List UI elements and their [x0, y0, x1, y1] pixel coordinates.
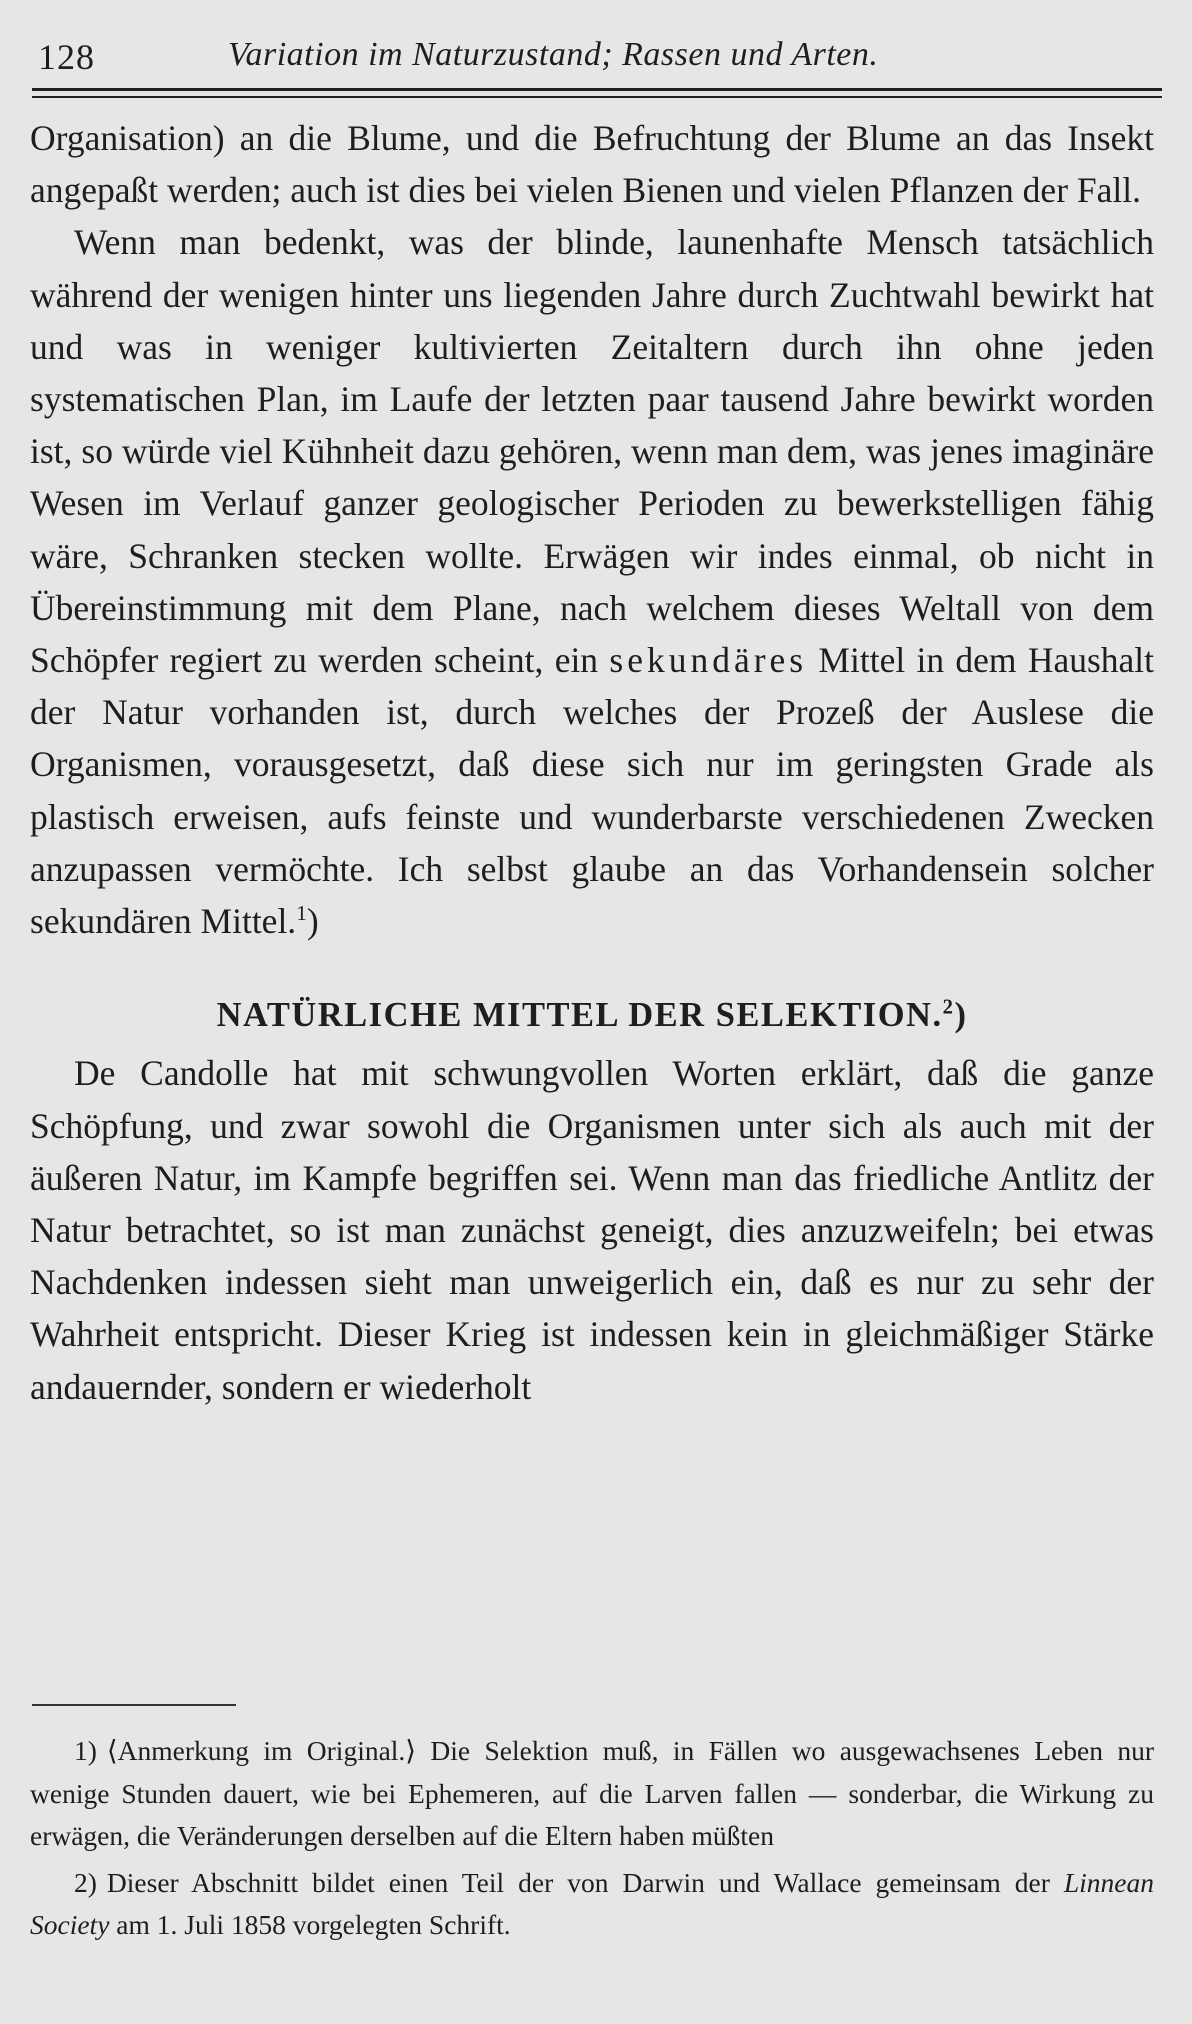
- header-rule-thin: [32, 96, 1162, 98]
- footnote-ref-2: 2: [942, 996, 955, 1019]
- footnote-separator: [32, 1704, 236, 1706]
- paragraph-2: [30, 216, 1154, 947]
- spaced-emphasis: sekundäres: [609, 640, 808, 681]
- running-head: Variation im Naturzustand; Rassen und Arten.: [228, 36, 879, 73]
- footnote-1-text: ⟨Anmerkung im Original.⟩ Die Selektion muß, in Fällen wo ausgewachsenes Leben nur wenige Stunden dauert, wie bei Ephemeren, auf die Larven fallen — sonderbar, die Wirkung zu erwägen, die Veränderungen derselben auf die Eltern haben müßten: [30, 1735, 1154, 1851]
- footnote-2: [30, 1862, 1154, 1947]
- paragraph-3-text: De Candolle hat mit schwungvollen Worten erklärt, daß die ganze Schöpfung, und zwar sowohl die Organismen unter sich als auch mit der äußeren Natur, im Kampfe begriffen sei. Wenn man das friedliche Antlitz der Natur betrachtet, so ist man zunächst geneigt, dies anzuzweifeln; bei etwas Nachdenken indessen sieht man unweigerlich ein, daß es nur zu sehr der Wahrheit entspricht. Dieser Krieg ist indessen kein in gleichmäßiger Stärke andauernder, sondern er wiederholt: [30, 1053, 1154, 1407]
- footnote-ref-2-paren: ): [954, 996, 968, 1035]
- section-heading-text: NATÜRLICHE MITTEL DER SELEKTION.: [216, 996, 943, 1035]
- footnote-1-marker: 1): [74, 1735, 97, 1766]
- page-header: [30, 26, 1148, 86]
- section-heading: [30, 989, 1154, 1041]
- header-rule-thick: [32, 88, 1162, 91]
- body-text: [30, 112, 1154, 1413]
- paragraph-2-text-b: Mittel in dem Haushalt der Natur vorhanden ist, durch welches der Prozeß der Auslese die Organismen, vorausgesetzt, daß diese sich nur im geringsten Grade als plastisch erweisen, aufs feinste und wunderbarste verschiedenen Zwecken anzupassen vermöchte. Ich selbst glaube an das Vorhandensein solcher sekundären Mittel.: [30, 640, 1155, 942]
- footnote-2-text-a: Dieser Abschnitt bildet einen Teil der von Darwin und Wallace gemeinsam der: [106, 1866, 1064, 1898]
- paragraph-2-text-a: Wenn man bedenkt, was der blinde, launenhafte Mensch tatsächlich während der wenigen hinter uns liegenden Jahre durch Zuchtwahl bewirkt hat und was in weniger kultivierten Zeitaltern durch ihn ohne jeden systematischen Plan, im Laufe der letzten paar tausend Jahre bewirkt worden ist, so würde viel Kühnheit dazu gehören, wenn man dem, was jenes imaginäre Wesen im Verlauf ganzer geologischer Perioden zu bewerkstelligen fähig wäre, Schranken stecken wollte. Erwägen wir indes einmal, ob nicht in Übereinstimmung mit dem Plane, nach welchem dieses Weltall von dem Schöpfer regiert zu werden scheint, ein: [30, 222, 1154, 681]
- footnote-ref-1: 1: [296, 901, 307, 926]
- footnote-1: [30, 1730, 1154, 1858]
- page-number: 128: [38, 37, 95, 77]
- paragraph-1-text: Organisation) an die Blume, und die Befruchtung der Blume an das Insekt angepaßt werden; auch ist dies bei vielen Bienen und vielen Pflanzen der Fall.: [30, 118, 1154, 211]
- footnote-ref-1-paren: ): [306, 901, 319, 942]
- paragraph-continuation: [30, 112, 1154, 216]
- footnote-2-italic: Linnean Society: [30, 1866, 1154, 1940]
- footnote-2-marker: 2): [74, 1866, 97, 1898]
- footnotes: [30, 1730, 1154, 1947]
- footnote-2-text-b: am 1. Juli 1858 vorgelegten Schrift.: [109, 1909, 511, 1940]
- paragraph-3: [30, 1047, 1154, 1412]
